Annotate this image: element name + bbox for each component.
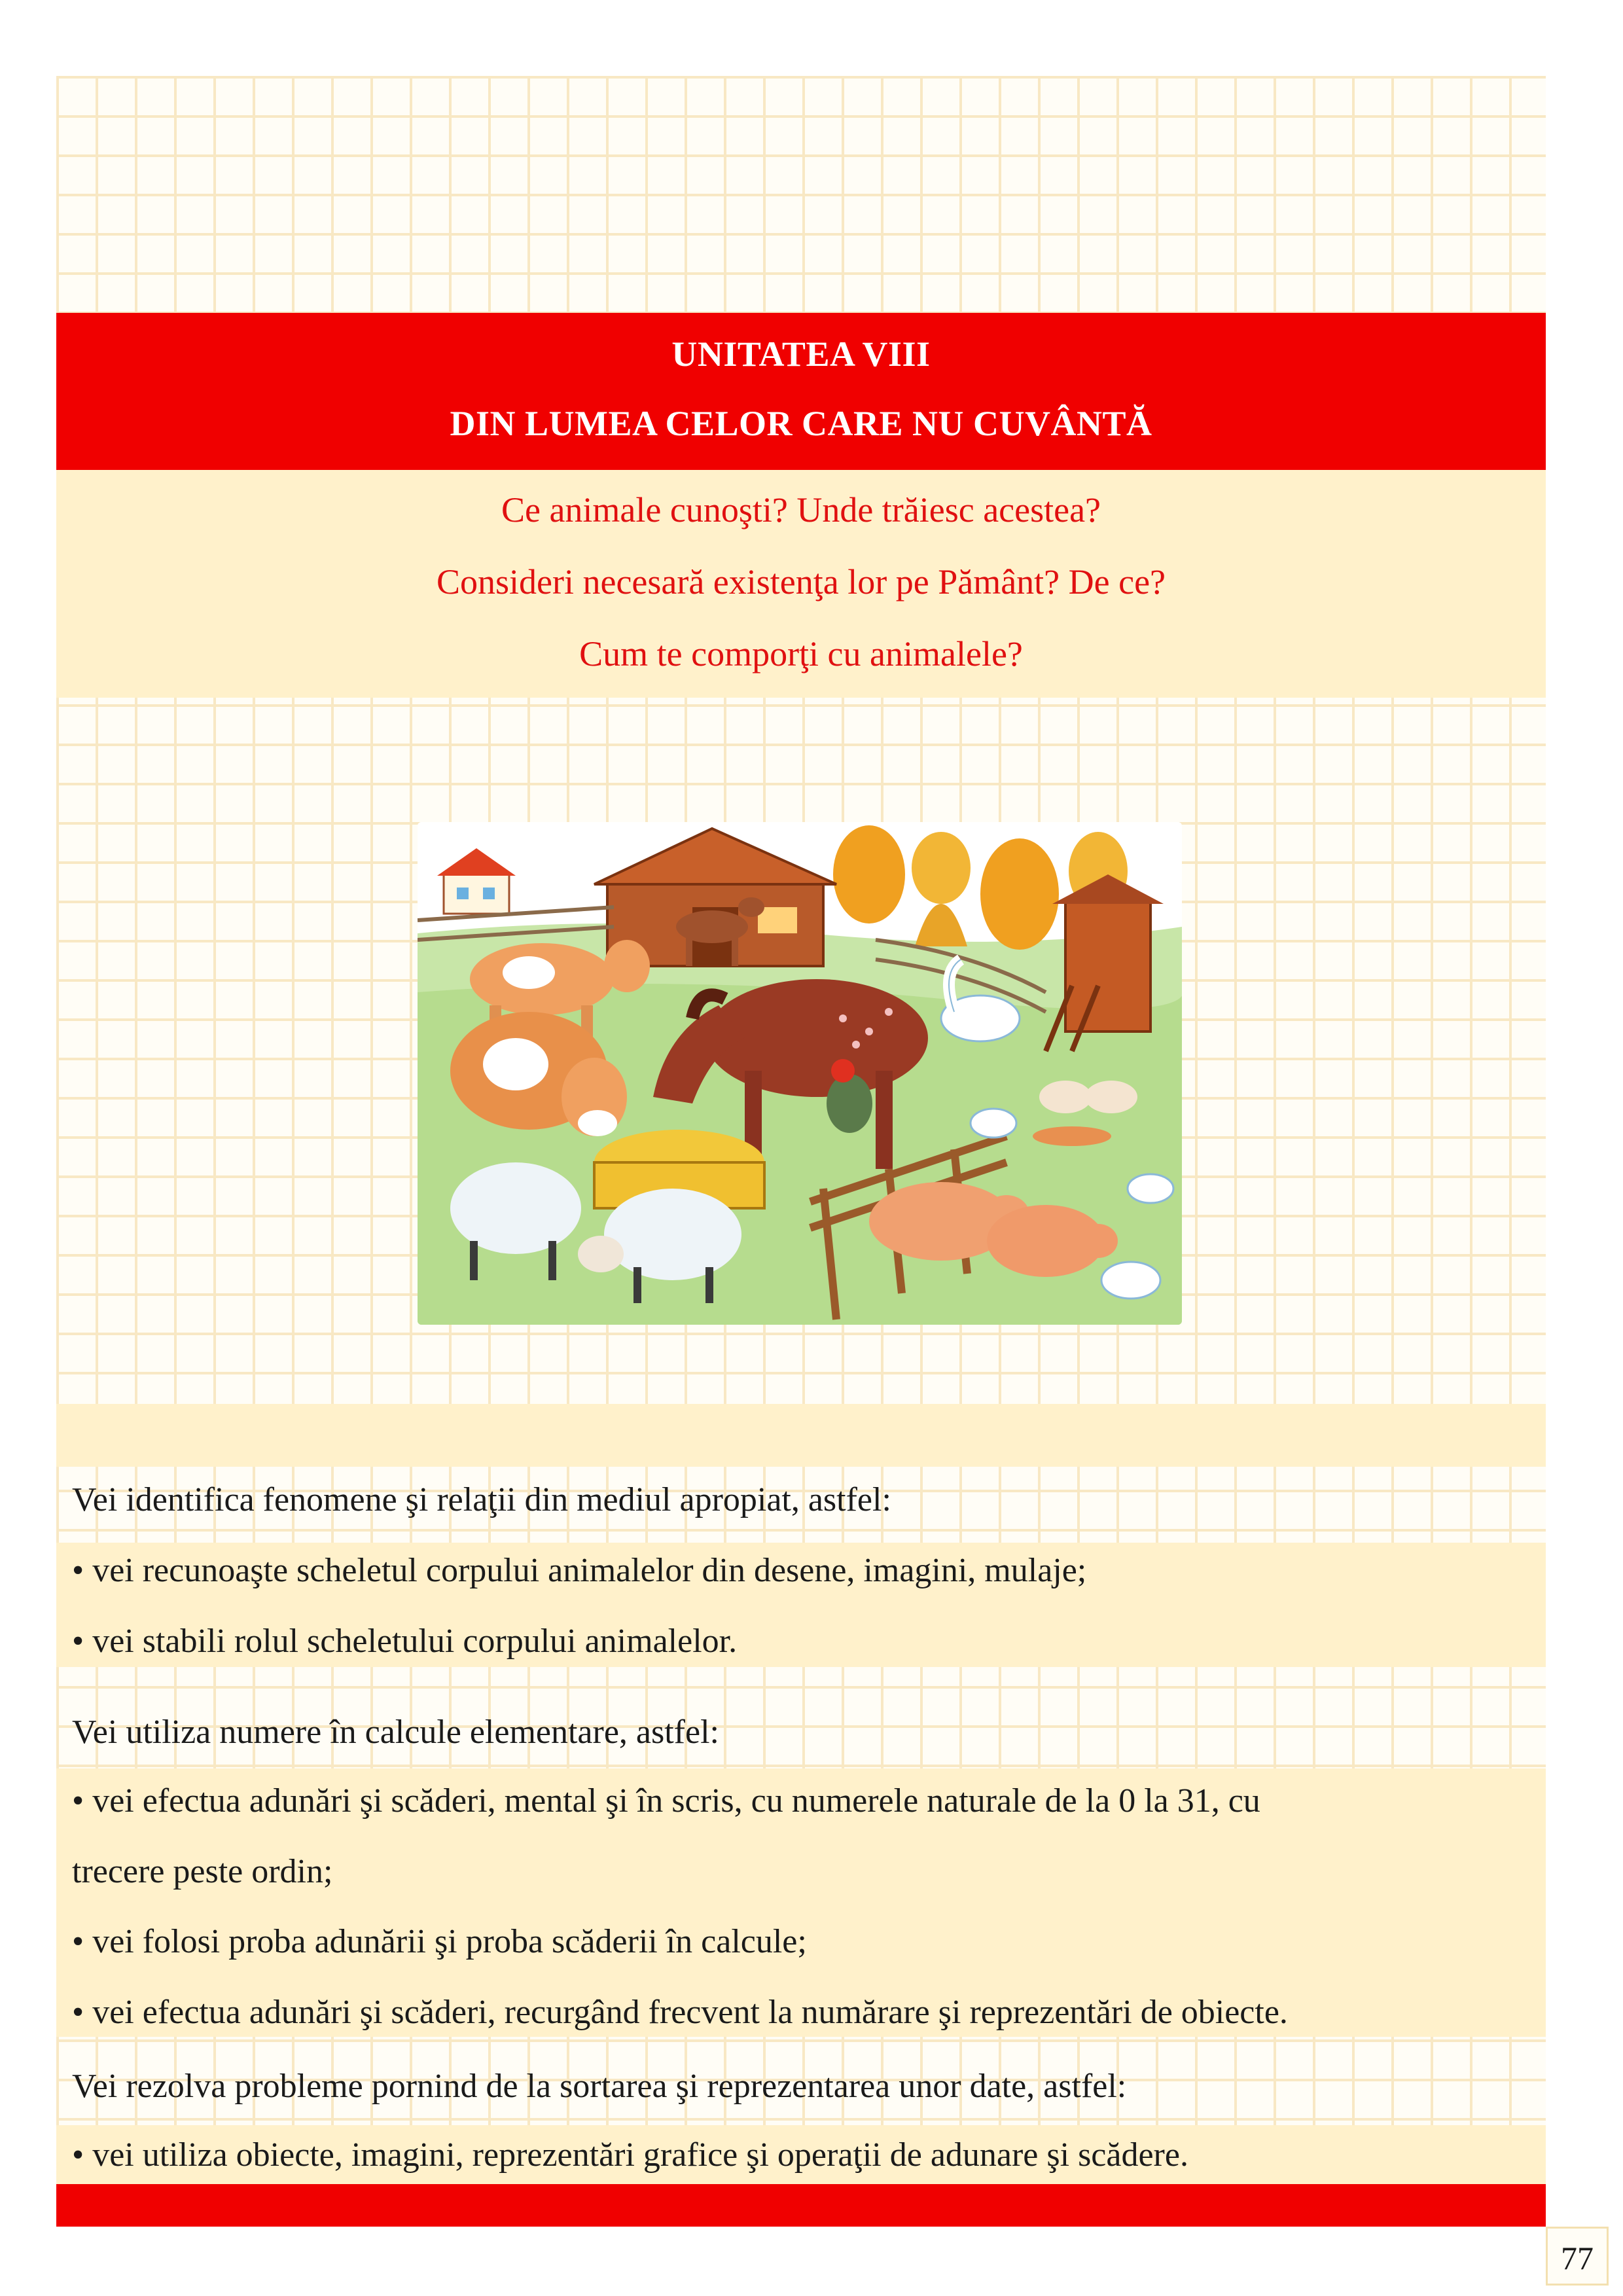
bottom-red-bar [56, 2184, 1546, 2227]
unit-subtitle: DIN LUMEA CELOR CARE NU CUVÂNTĂ [450, 404, 1152, 443]
question-3: Cum te comporţi cu animalele? [579, 634, 1023, 673]
page-number-box [1546, 2227, 1609, 2286]
objective-intro-3: Vei rezolva probleme pornind de la sortarea şi reprezentarea unor date, astfel: [72, 2068, 1127, 2105]
question-1: Ce animale cunoşti? Unde trăiesc acestea? [501, 490, 1101, 529]
objective-item-continuation: trecere peste ordin; [72, 1853, 333, 1890]
objective-item: • vei utiliza obiecte, imagini, reprezentări grafice şi operaţii de adunare şi scădere. [72, 2136, 1188, 2174]
question-2: Consideri necesară existenţa lor pe Pământ? De ce? [436, 562, 1166, 601]
objective-intro-1: Vei identifica fenomene şi relaţii din mediul apropiat, astfel: [72, 1481, 891, 1518]
questions-box [56, 470, 1546, 698]
cream-band [56, 1404, 1546, 1467]
unit-number-title: UNITATEA VIII [671, 334, 931, 374]
objective-intro-2: Vei utiliza numere în calcule elementare, astfel: [72, 1713, 719, 1751]
farm-scene-drawing [418, 822, 1182, 1325]
objective-item: • vei folosi proba adunării şi proba scăderii în calcule; [72, 1923, 807, 1960]
unit-title-bar [56, 313, 1546, 470]
objective-item: • vei efectua adunări şi scăderi, mental şi în scris, cu numerele naturale de la 0 la 31, cu [72, 1782, 1260, 1820]
tree [833, 825, 905, 924]
objective-item: • vei stabili rolul scheletului corpului animalelor. [72, 1623, 738, 1660]
objective-item: • vei recunoaşte scheletul corpului animalelor din desene, imagini, mulaje; [72, 1552, 1087, 1589]
objective-item: • vei efectua adunări şi scăderi, recurgând frecvent la numărare şi reprezentări de obiecte. [72, 1994, 1288, 2031]
farm-illustration [418, 822, 1182, 1325]
page-number: 77 [1561, 2240, 1594, 2276]
